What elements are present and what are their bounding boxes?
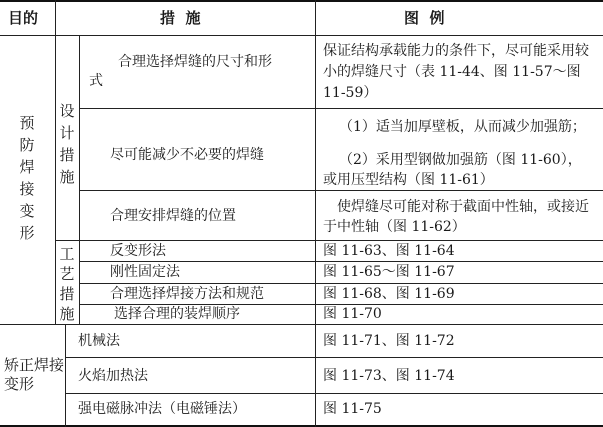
header-purpose: 目的 bbox=[8, 9, 39, 27]
row-rule bbox=[79, 108, 603, 109]
row-rule bbox=[65, 357, 603, 358]
section-rule bbox=[0, 324, 603, 325]
header-measures: 措 施 bbox=[160, 9, 201, 27]
example-cell-cont: （2）采用型钢做加强筋（图 11-60），或用压型结构（图 11-61） bbox=[323, 152, 582, 188]
row-rule bbox=[55, 240, 603, 241]
col-rule bbox=[65, 324, 66, 427]
measure-cell: 刚性固定法 bbox=[110, 264, 180, 280]
measure-cell: 反变形法 bbox=[110, 243, 166, 259]
correct-label: 矫正焊接变形 bbox=[4, 356, 65, 393]
measure-cell: 合理选择焊缝的尺寸和形 bbox=[118, 54, 272, 70]
example-cell: 图 11-75 bbox=[323, 401, 382, 417]
measure-cell: 合理安排焊缝的位置 bbox=[110, 208, 236, 224]
example-cell: 保证结构承载能力的条件下，尽可能采用较小的焊缝尺寸（表 11-44、图 11-57～图 11-59） bbox=[323, 43, 589, 101]
measure-cell: 尽可能减少不必要的焊缝 bbox=[110, 147, 264, 163]
measure-cell: 强电磁脉冲法（电磁锤法） bbox=[78, 401, 246, 417]
header-bottom-rule bbox=[0, 35, 603, 36]
example-cell: 图 11-63、图 11-64 bbox=[323, 243, 455, 259]
row-rule bbox=[65, 393, 603, 394]
table-top-rule bbox=[0, 0, 603, 2]
measure-cell-cont: 式 bbox=[89, 73, 103, 89]
example-cell: 图 11-68、图 11-69 bbox=[323, 286, 455, 302]
header-examples: 图 例 bbox=[404, 9, 445, 27]
measure-cell: 选择合理的装焊顺序 bbox=[114, 306, 240, 322]
measure-cell: 合理选择焊接方法和规范 bbox=[110, 286, 264, 302]
row-rule bbox=[79, 283, 603, 284]
example-cell: 图 11-71、图 11-72 bbox=[323, 333, 455, 349]
measure-cell: 火焰加热法 bbox=[78, 368, 148, 384]
col-rule bbox=[79, 35, 80, 325]
col-rule bbox=[315, 0, 316, 427]
example-cell: 图 11-70 bbox=[323, 306, 382, 322]
col-rule bbox=[55, 0, 56, 325]
example-cell: 图 11-65～图 11-67 bbox=[323, 264, 455, 280]
example-cell: （1）适当加厚壁板，从而减少加强筋； bbox=[339, 119, 586, 135]
example-cell: 图 11-73、图 11-74 bbox=[323, 368, 455, 384]
prevent-label: 预防焊接变形 bbox=[19, 114, 35, 242]
row-rule bbox=[79, 190, 603, 191]
design-group-label: 设计措施 bbox=[59, 102, 75, 186]
measure-cell: 机械法 bbox=[78, 333, 120, 349]
example-cell: 使焊缝尽可能对称于截面中性轴，或接近于中性轴（图 11-62） bbox=[323, 199, 589, 235]
row-rule bbox=[79, 261, 603, 262]
process-group-label: 工艺措施 bbox=[59, 245, 75, 323]
